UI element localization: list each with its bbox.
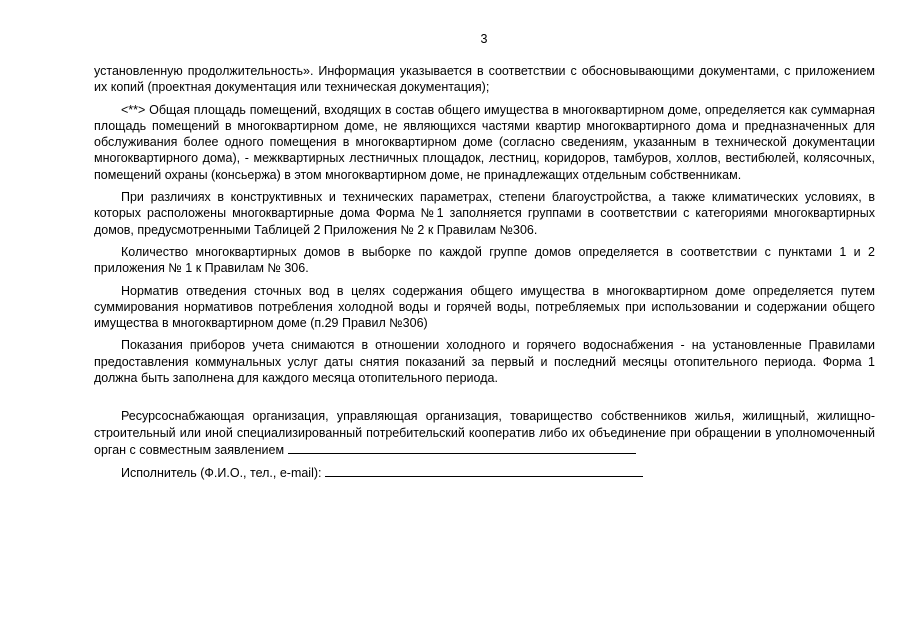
- organization-signature-paragraph: [94, 408, 875, 458]
- organization-text: Ресурсоснабжающая организация, управляющая организация, товарищество собственников жилья, жилищный, жилищно-строительный или иной специализированный потребительский кооператив либо их объединение при обращении в уполномоченный орган с совместным заявлением: [94, 409, 875, 457]
- footnote-paragraph: [94, 102, 875, 183]
- sample-count-paragraph: Количество многоквартирных домов в выборке по каждой группе домов определяется в соответствии с пунктами 1 и 2 приложения № 1 к Правилам № 306.: [94, 244, 875, 276]
- footnote-text: Общая площадь помещений, входящих в состав общего имущества в многоквартирном доме, определяется как суммарная площадь помещений в многоквартирном доме, не являющихся частями квартир многоквартирного дома и предназначенных для обслуживания более одного помещения в многоквартирном доме (согласно сведениям, указанным в технической документации многоквартирного дома), - межквартирных лестничных площадок, лестниц, коридоров, тамбуров, холлов, вестибюлей, колясочных, помещений охраны (консьержа) в этом многоквартирном доме, не принадлежащих отдельным собственникам.: [94, 102, 875, 182]
- continuation-paragraph: установленную продолжительность». Информация указывается в соответствии с обосновывающими документами, с приложением их копий (проектная документация или техническая документация);: [94, 64, 875, 95]
- page-number: 3: [480, 32, 488, 46]
- organization-signature-line[interactable]: [288, 441, 636, 454]
- footnote-marker: <**>: [121, 102, 146, 117]
- executor-paragraph: [94, 464, 875, 481]
- executor-signature-line[interactable]: [325, 464, 643, 477]
- wastewater-paragraph: Норматив отведения сточных вод в целях содержания общего имущества в многоквартирном доме определяется путем суммирования нормативов потребления холодной воды и горячей воды, потребляемых при использовании и содержании общего имущества в многоквартирном доме (п.29 Правил №306): [94, 283, 875, 331]
- executor-label: Исполнитель (Ф.И.О., тел., e-mail):: [121, 466, 322, 481]
- differences-paragraph: При различиях в конструктивных и технических параметрах, степени благоустройства, а также климатических условиях, в которых расположены многоквартирные дома Форма №1 заполняется группами в соответствии с категориями многоквартирных домов, предусмотренными Таблицей 2 Приложения № 2 к Правилам №306.: [94, 190, 875, 237]
- meter-readings-paragraph: Показания приборов учета снимаются в отношении холодного и горячего водоснабжения - на установленные Правилами предоставления коммунальных услуг даты снятия показаний за первый и последний месяцы отопительного периода. Форма 1 должна быть заполнена для каждого месяца отопительного периода.: [94, 338, 875, 386]
- document-body: [94, 63, 875, 482]
